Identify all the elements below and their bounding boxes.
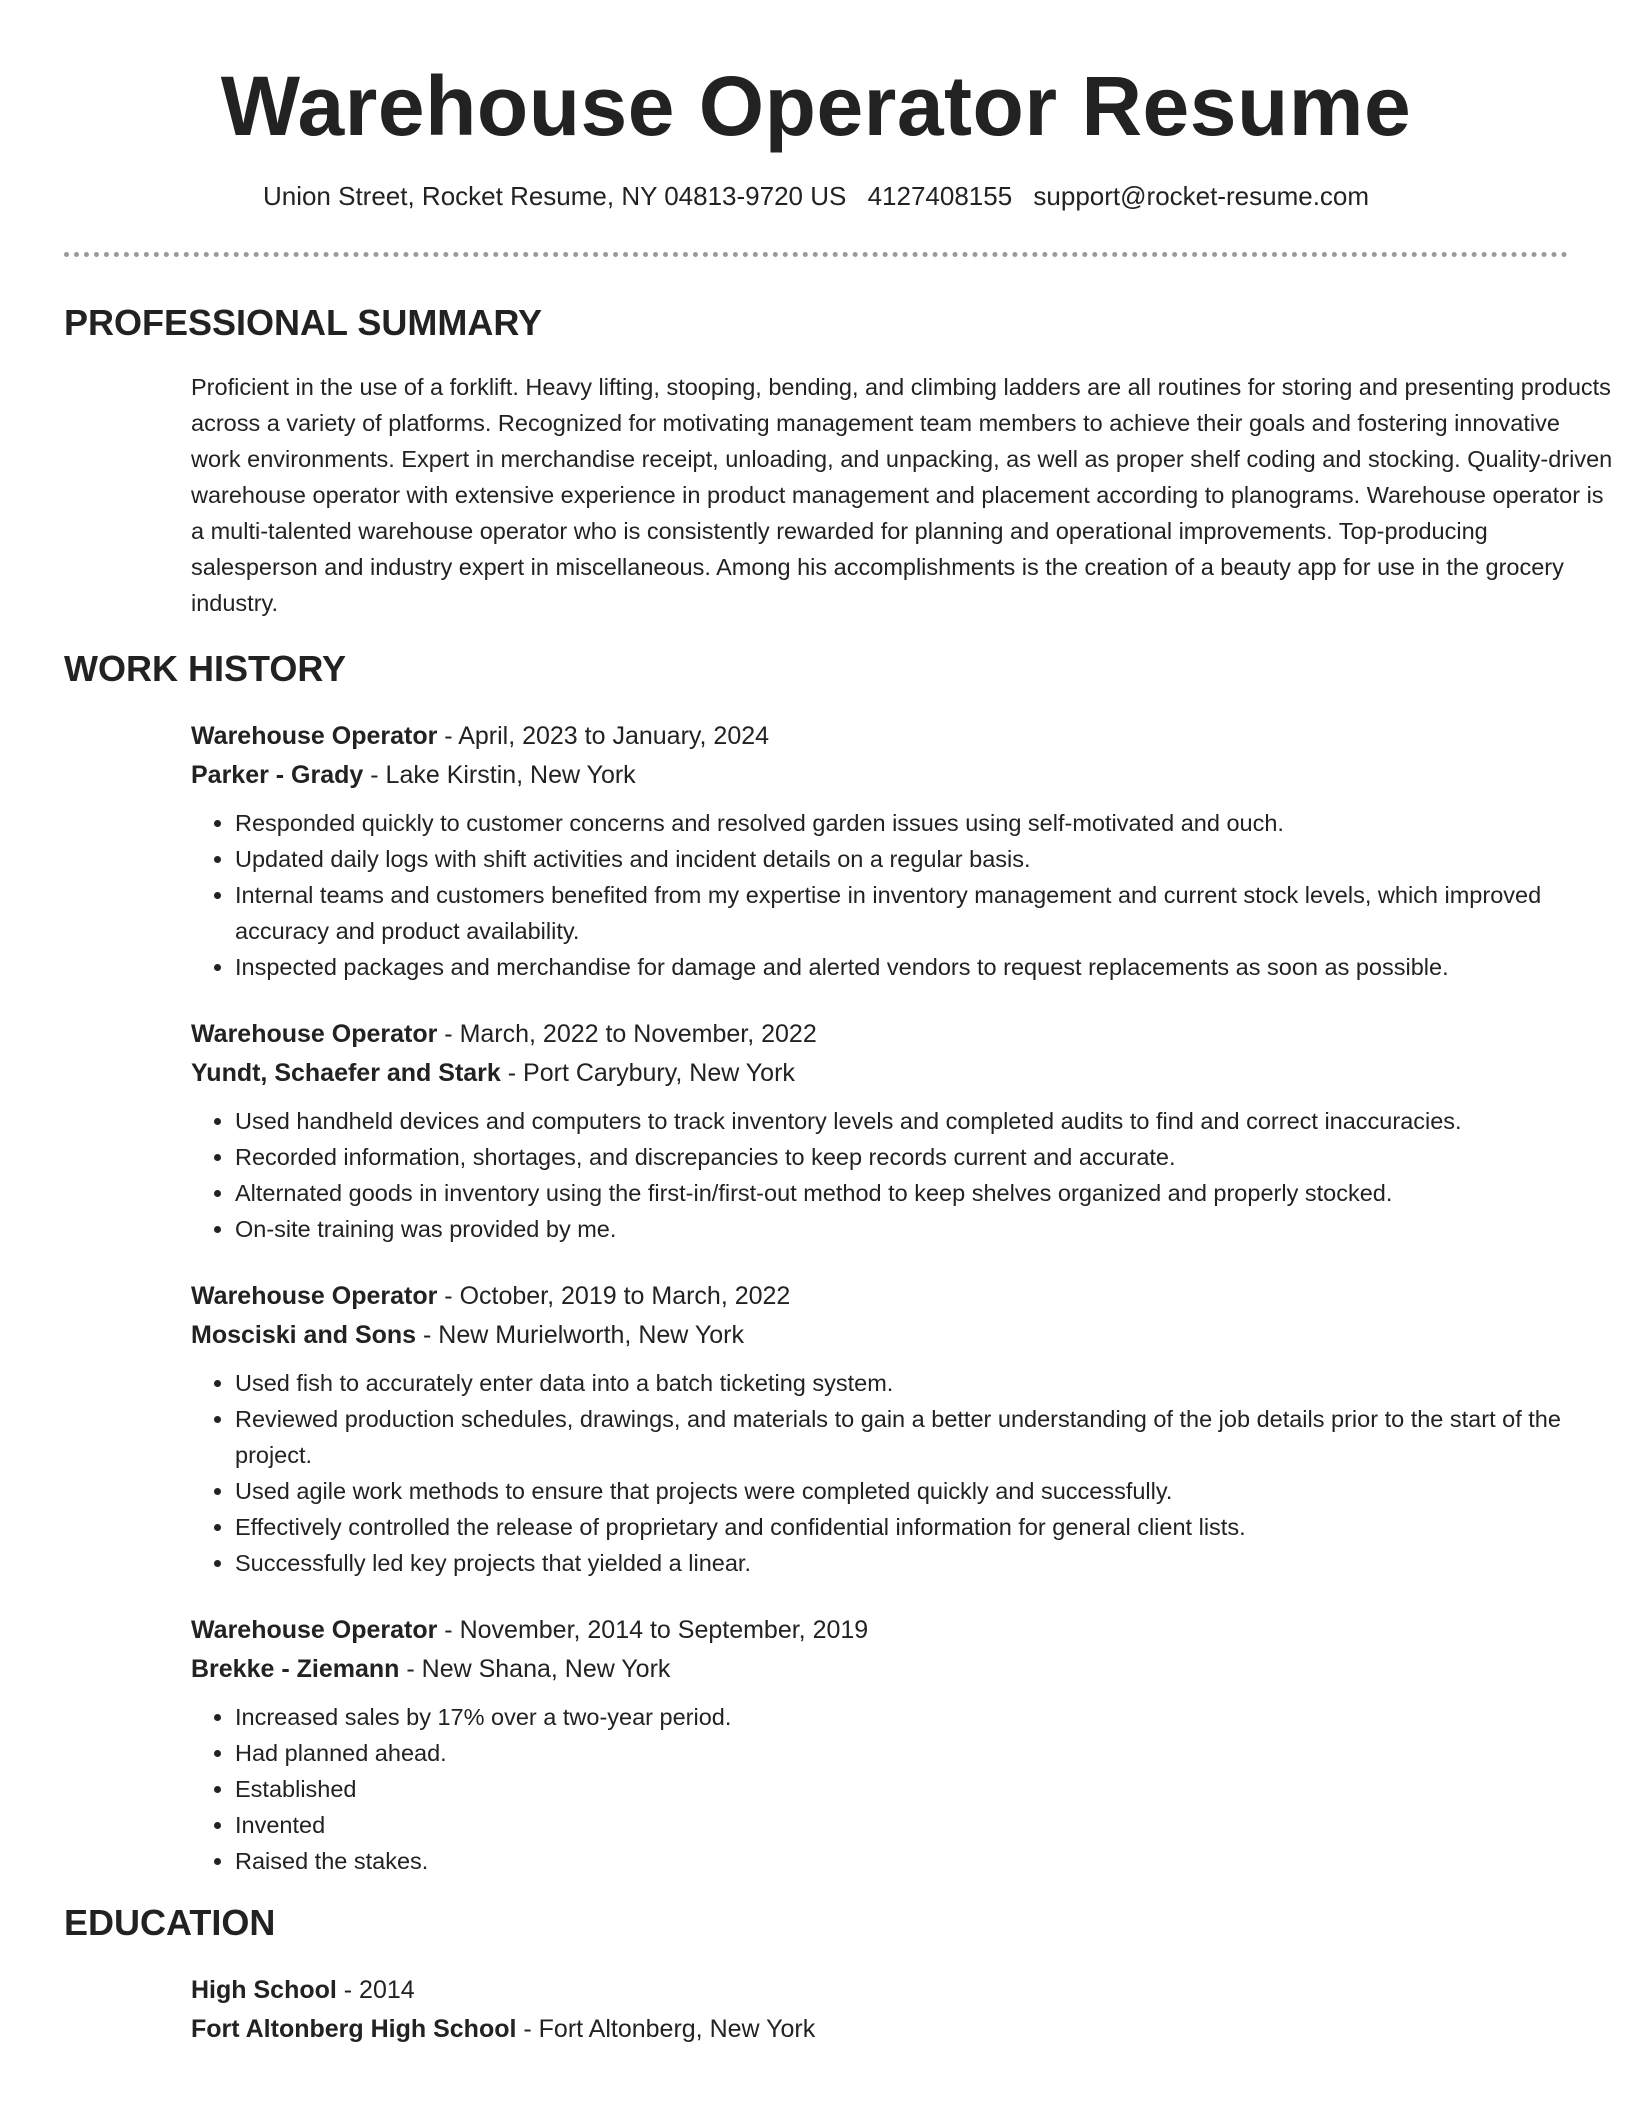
education-entry [191, 1971, 1568, 2049]
education-degree-line [191, 1971, 1568, 2010]
job-bullet: • Increased sales by 17% over a two-year period. [235, 1699, 1621, 1735]
education-school: Fort Altonberg High School [191, 2015, 517, 2043]
job-bullet: • Effectively controlled the release of proprietary and confidential information for general client lists. [235, 1509, 1621, 1545]
job-title-line [191, 717, 1621, 756]
job-bullet: • Raised the stakes. [235, 1843, 1621, 1879]
job-list [64, 717, 1568, 1879]
job-bullets [191, 1699, 1621, 1879]
job-role: Warehouse Operator [191, 1282, 438, 1310]
job-dates: - October, 2019 to March, 2022 [437, 1282, 791, 1310]
job-bullet: • Had planned ahead. [235, 1735, 1621, 1771]
summary-section [64, 301, 1613, 621]
job-bullet: • Updated daily logs with shift activities and incident details on a regular basis. [235, 841, 1621, 877]
summary-text: Proficient in the use of a forklift. Heavy lifting, stooping, bending, and climbing ladders are all routines for storing and presenting products across a variety of platforms. Recognized for motivating management team members to achieve their goals and fostering innovative work environments. Expert in merchandise receipt, unloading, and unpacking, as well as proper shelf coding and stocking. Quality-driven warehouse operator with extensive experience in product management and placement according to planograms. Warehouse operator is a multi-talented warehouse operator who is consistently rewarded for planning and operational improvements. Top-producing salesperson and industry expert in miscellaneous. Among his accomplishments is the creation of a beauty app for use in the grocery industry. [191, 374, 1613, 616]
job-location: - New Murielworth, New York [416, 1321, 744, 1349]
job-company: Parker - Grady [191, 761, 364, 789]
job-company-line [191, 1650, 1621, 1689]
header-divider [64, 252, 1568, 257]
job-bullet: • Internal teams and customers benefited from my expertise in inventory management and current stock levels, which improved accuracy and product availability. [235, 877, 1621, 949]
job-bullets [191, 1365, 1621, 1581]
job-entry [191, 717, 1621, 985]
job-bullet: • Used handheld devices and computers to track inventory levels and completed audits to find and correct inaccuracies. [235, 1103, 1621, 1139]
job-bullet: • On-site training was provided by me. [235, 1211, 1621, 1247]
job-bullet: • Inspected packages and merchandise for damage and alerted vendors to request replacements as soon as possible. [235, 949, 1621, 985]
contact-line [64, 180, 1568, 212]
job-dates: - April, 2023 to January, 2024 [437, 722, 770, 750]
job-title-line [191, 1611, 1621, 1650]
contact-email: support@rocket-resume.com [1033, 181, 1370, 211]
education-year: - 2014 [336, 1976, 415, 2004]
job-role: Warehouse Operator [191, 1616, 438, 1644]
job-entry [191, 1277, 1621, 1581]
job-company-line [191, 1054, 1621, 1093]
education-degree: High School [191, 1976, 337, 2004]
job-company: Yundt, Schaefer and Stark [191, 1059, 501, 1087]
job-role: Warehouse Operator [191, 1020, 438, 1048]
education-section [64, 1901, 1568, 2049]
contact-phone: 4127408155 [867, 181, 1013, 211]
job-title-line [191, 1277, 1621, 1316]
work-history-heading: WORK HISTORY [64, 648, 347, 689]
job-company: Brekke - Ziemann [191, 1655, 400, 1683]
job-bullet: • Established [235, 1771, 1621, 1807]
job-title-line [191, 1015, 1621, 1054]
job-location: - Port Carybury, New York [500, 1059, 795, 1087]
job-dates: - March, 2022 to November, 2022 [437, 1020, 817, 1048]
job-location: - New Shana, New York [399, 1655, 671, 1683]
job-bullet: • Recorded information, shortages, and discrepancies to keep records current and accurate. [235, 1139, 1621, 1175]
job-bullet: • Invented [235, 1807, 1621, 1843]
job-dates: - November, 2014 to September, 2019 [437, 1616, 869, 1644]
job-bullets [191, 1103, 1621, 1247]
job-company-line [191, 756, 1621, 795]
education-location: - Fort Altonberg, New York [516, 2015, 816, 2043]
job-company: Mosciski and Sons [191, 1321, 417, 1349]
work-history-section [64, 647, 1568, 1879]
summary-heading: PROFESSIONAL SUMMARY [64, 302, 543, 343]
resume-title: Warehouse Operator Resume [220, 59, 1412, 153]
job-bullet: • Reviewed production schedules, drawings, and materials to gain a better understanding of the job details prior to the start of the project. [235, 1401, 1621, 1473]
job-bullet: • Responded quickly to customer concerns and resolved garden issues using self-motivated and ouch. [235, 805, 1621, 841]
education-heading: EDUCATION [64, 1902, 276, 1943]
job-role: Warehouse Operator [191, 722, 438, 750]
job-company-line [191, 1316, 1621, 1355]
job-bullets [191, 805, 1621, 985]
job-entry [191, 1611, 1621, 1879]
job-bullet: • Used agile work methods to ensure that projects were completed quickly and successfully. [235, 1473, 1621, 1509]
job-entry [191, 1015, 1621, 1247]
education-school-line [191, 2010, 1568, 2049]
job-bullet: • Successfully led key projects that yielded a linear. [235, 1545, 1621, 1581]
job-bullet: • Used fish to accurately enter data into a batch ticketing system. [235, 1365, 1621, 1401]
job-location: - Lake Kirstin, New York [363, 761, 636, 789]
job-bullet: • Alternated goods in inventory using the first-in/first-out method to keep shelves organized and properly stocked. [235, 1175, 1621, 1211]
contact-address: Union Street, Rocket Resume, NY 04813-9720 US [262, 181, 847, 211]
